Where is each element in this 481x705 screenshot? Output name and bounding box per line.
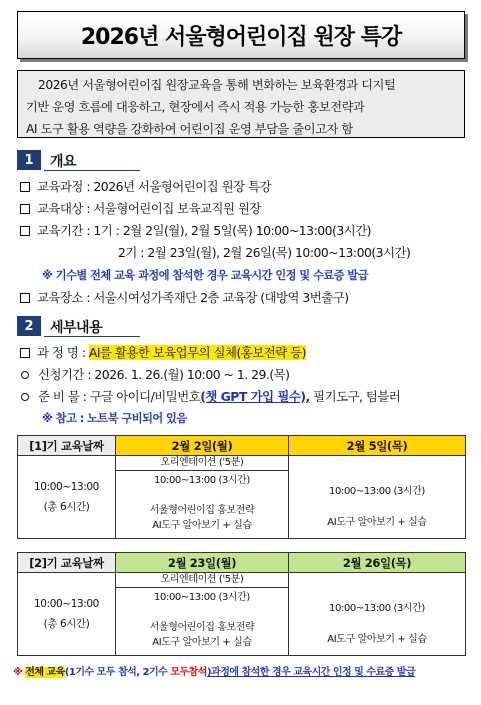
footer-note — [13, 663, 415, 678]
day1-topic-2: AI도구 알아보기 + 실습 — [152, 520, 252, 531]
schedule-label: [1]기 교육날짜 — [18, 436, 116, 456]
day2-topic: AI도구 알아보기 + 실습 — [327, 517, 427, 528]
day1-time: 10:00~13:00 (3시간) — [154, 475, 250, 486]
schedule-time: 10:00~13:00 — [34, 481, 99, 493]
schedule-day2-cell — [289, 573, 466, 656]
footer-prefix: ※ — [13, 667, 26, 678]
schedule-body-row — [18, 573, 466, 656]
day2-time: 10:00~13:00 (3시간) — [329, 486, 425, 497]
day1-time: 10:00~13:00 (3시간) — [154, 592, 250, 603]
place-line — [20, 288, 349, 306]
schedule-time-cell — [18, 573, 116, 656]
footer-part-3: 모두참석 — [170, 667, 207, 678]
day2-time: 10:00~13:00 (3시간) — [329, 603, 425, 614]
schedule-label: [2]기 교육날짜 — [18, 553, 116, 573]
attendance-note: ※ 기수별 전체 교육 과정에 참석한 경우 교육시간 인정 및 수료증 발급 — [42, 269, 369, 282]
laptop-note — [42, 410, 187, 426]
subject-line — [20, 343, 306, 361]
place-text: 교육장소 : 서울시여성가족재단 2층 교육장 (대방역 3번출구) — [37, 290, 349, 305]
intro-box — [17, 70, 465, 138]
schedule-day1-cell — [116, 456, 289, 539]
schedule-day-1: 2월 2일(월) — [116, 436, 289, 456]
section-title: 개요 — [50, 154, 77, 170]
day1-topic-2: AI도구 알아보기 + 실습 — [152, 637, 252, 648]
subject-value: AI를 활용한 보육업무의 실체(홍보전략 등) — [88, 345, 306, 360]
square-bullet-icon — [20, 182, 30, 192]
footer-part-2: (1기수 모두 참석, 2기수 — [64, 667, 171, 678]
schedule-header-row — [18, 436, 466, 456]
prep-line — [20, 387, 400, 405]
intro-line: AI 도구 활용 역량을 강화하여 어린이집 운영 부담을 줄이고자 함 — [26, 122, 353, 136]
chatgpt-signup-note: (챗 GPT 가입 필수), — [200, 389, 310, 404]
period-text-1: 교육기간 : 1기 : 2월 2일(월), 2월 5일(목) 10:00~13:00(3시간) — [37, 223, 371, 238]
square-bullet-icon — [20, 293, 30, 303]
square-bullet-icon — [20, 226, 30, 236]
schedule-header-row — [18, 553, 466, 573]
day1-topic-1: 서울형어린이집 홍보전략 — [149, 505, 255, 516]
schedule-day2-cell — [289, 456, 466, 539]
subject-label: 과 정 명 : — [37, 345, 89, 360]
schedule-day1-cell — [116, 573, 289, 656]
day1-topic-1: 서울형어린이집 홍보전략 — [149, 622, 255, 633]
target-text: 교육대상 : 서울형어린이집 보육교직원 원장 — [37, 201, 261, 216]
section-number-badge: 2 — [17, 316, 41, 336]
square-bullet-icon — [20, 348, 30, 358]
page-title: 2026년 서울형어린이집 원장 특강 — [17, 11, 465, 59]
course-text: 교육과정 : 2026년 서울형어린이집 원장 특강 — [37, 179, 271, 194]
circle-bullet-icon — [21, 393, 29, 401]
target-line — [20, 199, 261, 217]
footer-part-1: 전체 교육 — [25, 667, 65, 678]
circle-bullet-icon — [21, 371, 29, 379]
period-line-2: 2기 : 2월 23일(월), 2월 26일(목) 10:00~13:00(3시간) — [118, 245, 411, 260]
schedule-time: 10:00~13:00 — [34, 598, 99, 610]
intro-line: 2026년 서울형어린이집 원장교육을 통해 변화하는 보육환경과 디지털 — [38, 78, 396, 92]
apply-text: 신청기간 : 2026. 1. 26.(월) 10:00 ~ 1. 29.(목) — [38, 367, 290, 382]
section-number-badge: 1 — [17, 150, 41, 170]
schedule-table-2 — [17, 552, 466, 656]
schedule-time-cell — [18, 456, 116, 539]
period-line-1 — [20, 221, 371, 239]
intro-line: 기반 운영 흐름에 대응하고, 현장에서 즉시 적용 가능한 홍보전략과 — [26, 100, 365, 114]
note-prefix: ※ 참고 : — [42, 412, 88, 425]
orientation: 오리엔테이션 ('5분) — [116, 456, 288, 471]
schedule-day-2: 2월 5일(목) — [289, 436, 466, 456]
schedule-day-1: 2월 23일(월) — [116, 553, 289, 573]
footer-part-4: )과정에 참석한 경우 교육시간 인정 및 수료증 발급 — [206, 667, 416, 678]
schedule-table-1 — [17, 435, 466, 539]
schedule-day-2: 2월 26일(목) — [289, 553, 466, 573]
prep-label: 준 비 물 : 구글 아이디/비밀번호 — [38, 389, 201, 404]
day2-topic: AI도구 알아보기 + 실습 — [327, 634, 427, 645]
prep-rest: 필기도구, 텀블러 — [309, 389, 401, 404]
orientation: 오리엔테이션 ('5분) — [116, 573, 288, 588]
section-underline — [44, 336, 140, 337]
schedule-hours: (총 6시간) — [43, 501, 90, 513]
section-underline — [44, 170, 140, 171]
square-bullet-icon — [20, 204, 30, 214]
section-title: 세부내용 — [50, 320, 103, 336]
apply-line — [20, 365, 289, 383]
schedule-hours: (총 6시간) — [43, 618, 90, 630]
course-line — [20, 177, 271, 195]
note-value: 노트북 구비되어 있음 — [87, 412, 187, 425]
schedule-body-row — [18, 456, 466, 539]
